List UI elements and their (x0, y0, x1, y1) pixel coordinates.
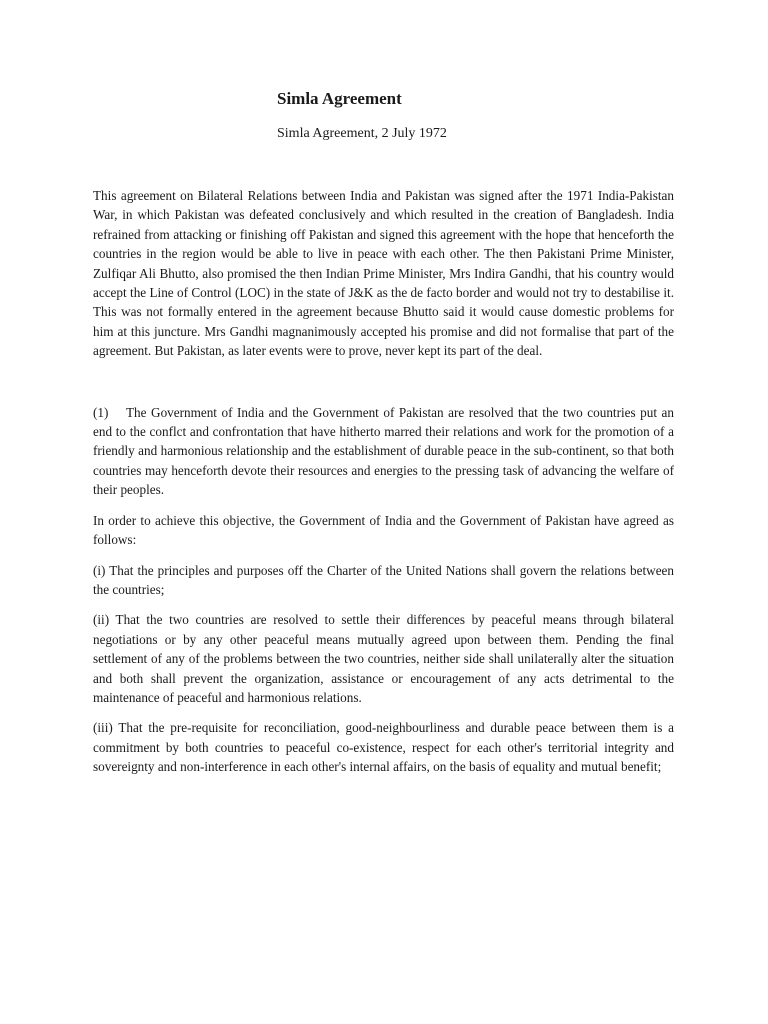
subclause-iii: (iii) That the pre-requisite for reconciliation, good-neighbourliness and durable peace between them is a commitment by both countries to peaceful co-existence, respect for each other's territorial integrity and sovereignty and non-interference in each other's internal affairs, on the basis of equality and mutual benefit; (93, 720, 674, 775)
subclause-ii: (ii) That the two countries are resolved to settle their differences by peaceful means through bilateral negotiations or by any other peaceful means mutually agreed upon between them. Pending the final settlement of any of the problems between the two countries, neither side shall unilaterally alter the situation and both shall prevent the organization, assistance or encouragement of any acts detrimental to the maintenance of peaceful and harmonious relations. (93, 612, 674, 705)
clause-1-text: The Government of India and the Government of Pakistan are resolved that the two countries put an end to the conflct and confrontation that have hitherto marred their relations and work for the promotion of a friendly and harmonious relationship and the establishment of durable peace in the sub-continent, so that both countries may henceforth devote their resources and energies to the pressing task of advancing the welfare of their peoples. (93, 404, 674, 498)
document-body (93, 186, 674, 788)
document-subtitle: Simla Agreement, 2 July 1972 (277, 126, 447, 141)
document-title: Simla Agreement (277, 89, 402, 108)
intro-paragraph: This agreement on Bilateral Relations between India and Pakistan was signed after the 1971 India-Pakistan War, in which Pakistan was defeated conclusively and which resulted in the creation of Bangladesh. India refrained from attacking or finishing off Pakistan and signed this agreement with the hope that henceforth the countries in the region would be able to live in peace with each other. The then Pakistani Prime Minister, Zulfiqar Ali Bhutto, also promised the then Indian Prime Minister, Mrs Indira Gandhi, that his country would accept the Line of Control (LOC) in the state of J&K as the de facto border and would not try to destabilise it. This was not formally entered in the agreement because Bhutto said it would cause domestic problems for him at this juncture. Mrs Gandhi magnanimously accepted his promise and did not formalise that part of the agreement. But Pakistan, as later events were to prove, never kept its part of the deal. (93, 188, 674, 359)
objective-paragraph: In order to achieve this objective, the Government of India and the Government of Pakistan have agreed as follows: (93, 512, 674, 548)
subclause-i: (i) That the principles and purposes off the Charter of the United Nations shall govern the relations between the countries; (93, 562, 674, 597)
clause-1-number: (1) (93, 404, 109, 420)
clause-1-paragraph (93, 403, 674, 500)
